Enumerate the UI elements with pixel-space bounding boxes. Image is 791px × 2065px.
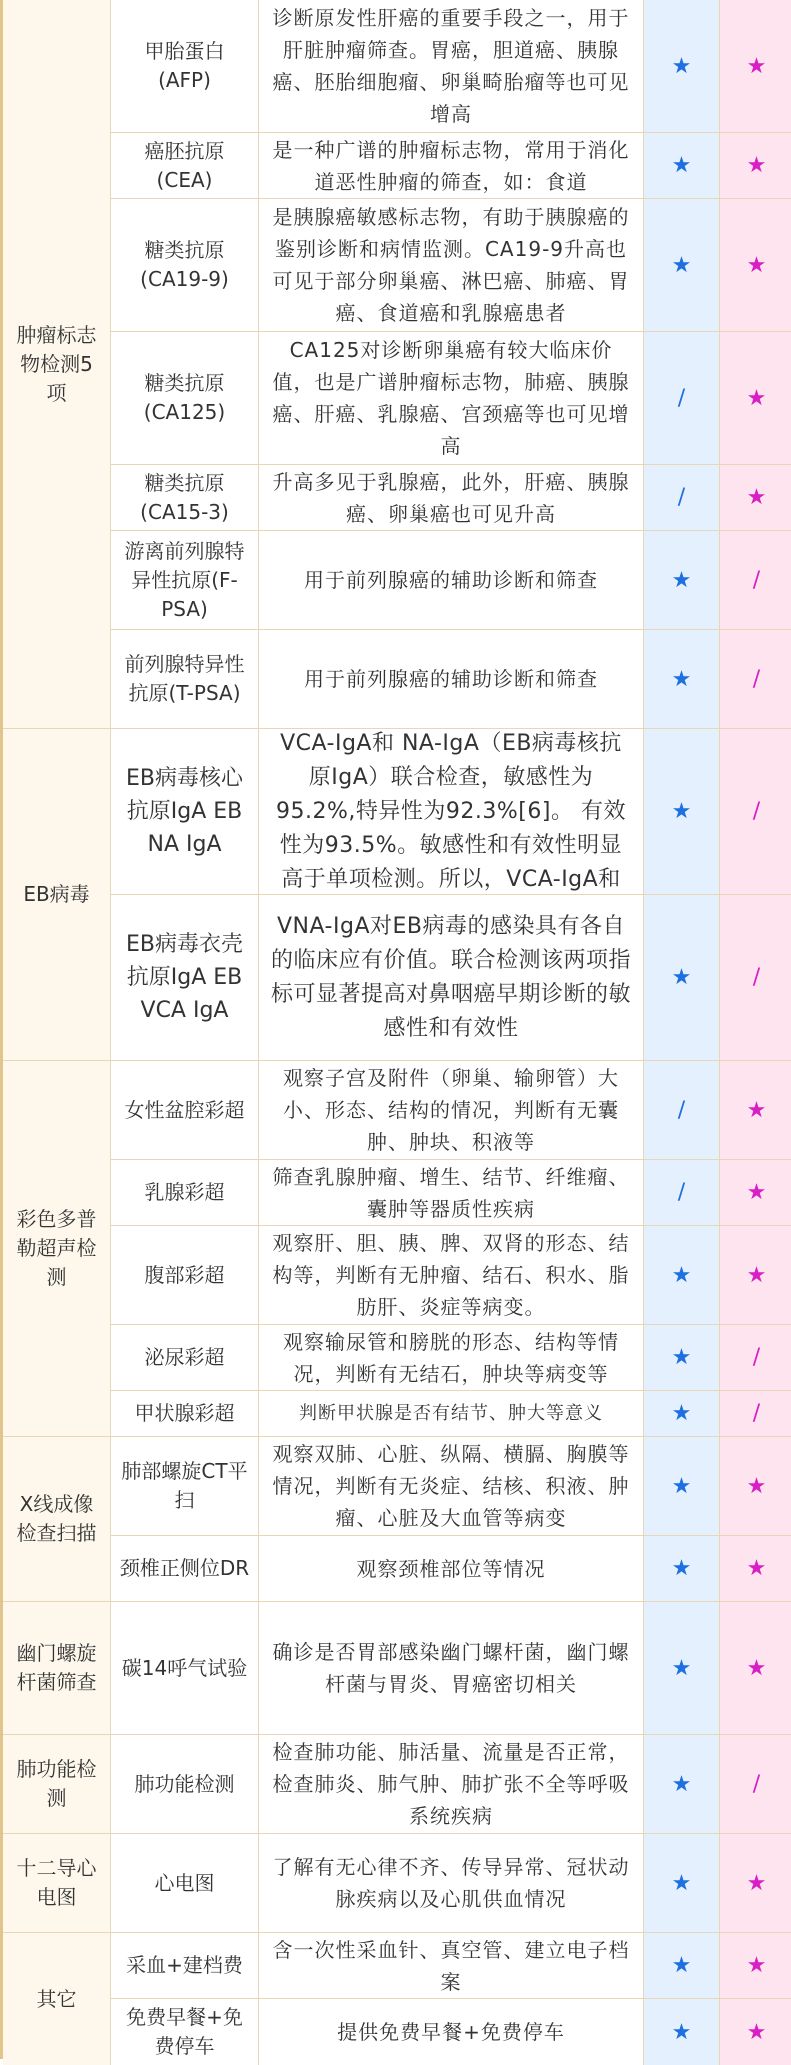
male-mark-cervical-dr: ★ [644, 1536, 720, 1602]
category-eb-virus: EB病毒 [3, 729, 111, 1061]
item-afp: 甲胎蛋白(AFP) [111, 0, 259, 133]
male-mark-thyroid-ultrasound: ★ [644, 1391, 720, 1437]
item-pelvic-ultrasound: 女性盆腔彩超 [111, 1061, 259, 1160]
item-chest-ct: 肺部螺旋CT平扫 [111, 1437, 259, 1536]
item-breast-ultrasound: 乳腺彩超 [111, 1160, 259, 1226]
male-mark-urinary-ultrasound: ★ [644, 1325, 720, 1391]
female-mark-breast-ultrasound: ★ [720, 1160, 791, 1226]
female-mark-cea: ★ [720, 133, 791, 199]
desc-urinary-ultrasound: 观察输尿管和膀胱的形态、结构等情况，判断有无结石，肿块等病变等 [259, 1325, 644, 1391]
female-mark-t-psa: / [720, 630, 791, 729]
category-ecg: 十二导心电图 [3, 1834, 111, 1933]
desc-ca15-3: 升高多见于乳腺癌，此外，肝癌、胰腺癌、卵巢癌也可见升高 [259, 465, 644, 531]
female-mark-ca19-9: ★ [720, 199, 791, 332]
male-mark-chest-ct: ★ [644, 1437, 720, 1536]
desc-t-psa: 用于前列腺癌的辅助诊断和筛查 [259, 630, 644, 729]
male-mark-ca15-3: / [644, 465, 720, 531]
item-cea: 癌胚抗原(CEA) [111, 133, 259, 199]
desc-eb-na-iga: VCA-IgA和 NA-IgA（EB病毒核抗原IgA）联合检查，敏感性为95.2%,特异性为92.3%[6]。 有效性为93.5%。敏感性和有效性明显高于单项检测。所以，VCA-IgA和 [259, 729, 644, 895]
female-mark-chest-ct: ★ [720, 1437, 791, 1536]
female-mark-free-breakfast-parking: ★ [720, 1999, 791, 2065]
item-ca125: 糖类抗原(CA125) [111, 332, 259, 465]
female-mark-afp: ★ [720, 0, 791, 133]
desc-cervical-dr: 观察颈椎部位等情况 [259, 1536, 644, 1602]
desc-eb-vca-iga: VNA-IgA对EB病毒的感染具有各自的临床应有价值。联合检测该两项指 标可显著提高对鼻咽癌早期诊断的敏感性和有效性 [259, 895, 644, 1061]
male-mark-blood-draw-fee: ★ [644, 1933, 720, 1999]
item-blood-draw-fee: 采血+建档费 [111, 1933, 259, 1999]
male-mark-ecg: ★ [644, 1834, 720, 1933]
desc-abdominal-ultrasound: 观察肝、胆、胰、脾、双肾的形态、结构等，判断有无肿瘤、结石、积水、脂肪肝、炎症等病变。 [259, 1226, 644, 1325]
desc-free-breakfast-parking: 提供免费早餐+免费停车 [259, 1999, 644, 2065]
male-mark-ca19-9: ★ [644, 199, 720, 332]
male-mark-f-psa: ★ [644, 531, 720, 630]
female-mark-eb-vca-iga: / [720, 895, 791, 1061]
item-eb-na-iga: EB病毒核心抗原IgA EB NA IgA [111, 729, 259, 895]
item-ecg: 心电图 [111, 1834, 259, 1933]
item-f-psa: 游离前列腺特异性抗原(F-PSA) [111, 531, 259, 630]
male-mark-eb-na-iga: ★ [644, 729, 720, 895]
item-ca19-9: 糖类抗原(CA19-9) [111, 199, 259, 332]
male-mark-free-breakfast-parking: ★ [644, 1999, 720, 2065]
item-abdominal-ultrasound: 腹部彩超 [111, 1226, 259, 1325]
male-mark-lung-function: ★ [644, 1735, 720, 1834]
item-lung-function: 肺功能检测 [111, 1735, 259, 1834]
desc-afp: 诊断原发性肝癌的重要手段之一，用于肝脏肿瘤筛查。胃癌，胆道癌、胰腺癌、胚胎细胞瘤、卵巢畸胎瘤等也可见增高 [259, 0, 644, 133]
item-t-psa: 前列腺特异性抗原(T-PSA) [111, 630, 259, 729]
male-mark-abdominal-ultrasound: ★ [644, 1226, 720, 1325]
category-xray-imaging: X线成像检查扫描 [3, 1437, 111, 1602]
desc-ca125: CA125对诊断卵巢癌有较大临床价值，也是广谱肿瘤标志物，肺癌、胰腺癌、肝癌、乳腺癌、宫颈癌等也可见增高 [259, 332, 644, 465]
female-mark-blood-draw-fee: ★ [720, 1933, 791, 1999]
desc-blood-draw-fee: 含一次性采血针、真空管、建立电子档案 [259, 1933, 644, 1999]
item-thyroid-ultrasound: 甲状腺彩超 [111, 1391, 259, 1437]
female-mark-ca125: ★ [720, 332, 791, 465]
male-mark-cea: ★ [644, 133, 720, 199]
category-color-doppler: 彩色多普勒超声检测 [3, 1061, 111, 1437]
male-mark-eb-vca-iga: ★ [644, 895, 720, 1061]
desc-breast-ultrasound: 筛查乳腺肿瘤、增生、结节、纤维瘤、囊肿等器质性疾病 [259, 1160, 644, 1226]
female-mark-lung-function: / [720, 1735, 791, 1834]
category-tumor-markers: 肿瘤标志物检测5项 [3, 0, 111, 729]
female-mark-pelvic-ultrasound: ★ [720, 1061, 791, 1160]
desc-chest-ct: 观察双肺、心脏、纵隔、横膈、胸膜等情况，判断有无炎症、结核、积液、肿瘤、心脏及大血管等病变 [259, 1437, 644, 1536]
female-mark-cervical-dr: ★ [720, 1536, 791, 1602]
female-mark-thyroid-ultrasound: / [720, 1391, 791, 1437]
male-mark-breast-ultrasound: / [644, 1160, 720, 1226]
desc-ca19-9: 是胰腺癌敏感标志物，有助于胰腺癌的鉴别诊断和病情监测。CA19-9升高也可见于部分卵巢癌、淋巴癌、肺癌、胃癌、食道癌和乳腺癌患者 [259, 199, 644, 332]
item-eb-vca-iga: EB病毒衣壳抗原IgA EB VCA IgA [111, 895, 259, 1061]
category-hpylori-screening: 幽门螺旋杆菌筛查 [3, 1602, 111, 1735]
desc-c14-breath-test: 确诊是否胃部感染幽门螺杆菌，幽门螺杆菌与胃炎、胃癌密切相关 [259, 1602, 644, 1735]
desc-ecg: 了解有无心律不齐、传导异常、冠状动脉疾病以及心肌供血情况 [259, 1834, 644, 1933]
female-mark-ca15-3: ★ [720, 465, 791, 531]
desc-thyroid-ultrasound: 判断甲状腺是否有结节、肿大等意义 [259, 1391, 644, 1437]
desc-cea: 是一种广谱的肿瘤标志物，常用于消化道恶性肿瘤的筛查，如：食道 [259, 133, 644, 199]
category-lung-function: 肺功能检测 [3, 1735, 111, 1834]
item-urinary-ultrasound: 泌尿彩超 [111, 1325, 259, 1391]
male-mark-pelvic-ultrasound: / [644, 1061, 720, 1160]
female-mark-ecg: ★ [720, 1834, 791, 1933]
male-mark-afp: ★ [644, 0, 720, 133]
female-mark-abdominal-ultrasound: ★ [720, 1226, 791, 1325]
desc-pelvic-ultrasound: 观察子宫及附件（卵巢、输卵管）大小、形态、结构的情况，判断有无囊肿、肿块、积液等 [259, 1061, 644, 1160]
male-mark-t-psa: ★ [644, 630, 720, 729]
female-mark-f-psa: / [720, 531, 791, 630]
male-mark-c14-breath-test: ★ [644, 1602, 720, 1735]
male-mark-ca125: / [644, 332, 720, 465]
item-free-breakfast-parking: 免费早餐+免费停车 [111, 1999, 259, 2065]
female-mark-urinary-ultrasound: / [720, 1325, 791, 1391]
desc-f-psa: 用于前列腺癌的辅助诊断和筛查 [259, 531, 644, 630]
category-other: 其它 [3, 1933, 111, 2065]
desc-lung-function: 检查肺功能、肺活量、流量是否正常，检查肺炎、肺气肿、肺扩张不全等呼吸系统疾病 [259, 1735, 644, 1834]
item-ca15-3: 糖类抗原(CA15-3) [111, 465, 259, 531]
female-mark-c14-breath-test: ★ [720, 1602, 791, 1735]
item-cervical-dr: 颈椎正侧位DR [111, 1536, 259, 1602]
item-c14-breath-test: 碳14呼气试验 [111, 1602, 259, 1735]
female-mark-eb-na-iga: / [720, 729, 791, 895]
